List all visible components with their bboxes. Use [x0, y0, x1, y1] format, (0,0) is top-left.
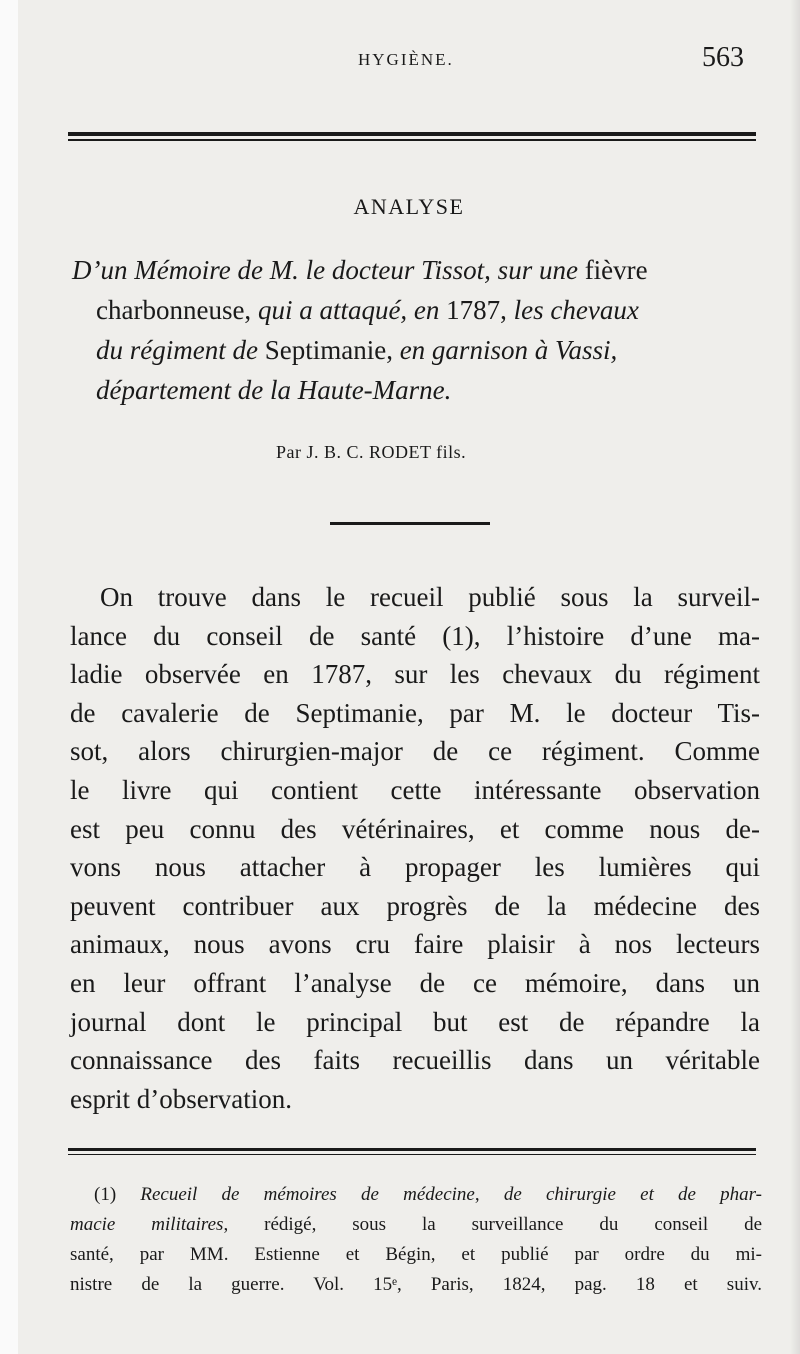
footnote-italic: de chirurgie et de phar-: [503, 1184, 763, 1205]
footnote-marker: (1): [94, 1184, 117, 1205]
footnote-line: [70, 1180, 762, 1210]
section-divider: [330, 522, 490, 525]
title-line: [72, 370, 772, 410]
title-roman: charbonneuse,: [96, 295, 258, 325]
body-line: animaux, nous avons cru faire plaisir à nos lecteurs: [70, 929, 760, 960]
running-title: HYGIÈNE.: [358, 50, 454, 69]
body-line: journal dont le principal but est de répandre la: [70, 1006, 760, 1037]
body-line: le livre qui contient cette intéressante observation: [70, 774, 760, 805]
title-roman: Septimanie,: [257, 335, 400, 365]
footnote-roman: ,: [474, 1184, 504, 1205]
title-italic: les chevaux: [513, 295, 639, 325]
body-line: peuvent contribuer aux progrès de la médecine des: [70, 890, 760, 921]
footnote-line: santé, par MM. Estienne et Bégin, et publié par ordre du mi-: [70, 1244, 762, 1265]
body-line: est peu connu des vétérinaires, et comme nous de-: [70, 813, 760, 844]
running-head: [18, 42, 800, 78]
body-line: On trouve dans le recueil publié sous la surveil-: [100, 582, 760, 612]
footnote: [70, 1180, 762, 1300]
body-line: esprit d’observation.: [70, 1083, 292, 1114]
footnote-double-rule: [68, 1148, 756, 1155]
title-line: [72, 330, 772, 370]
body-line: vons nous attacher à propager les lumières qui: [70, 852, 760, 883]
page-number: 563: [702, 42, 744, 73]
body-line: sot, alors chirurgien-major de ce régiment. Comme: [70, 736, 760, 767]
title-roman: fièvre: [577, 255, 648, 285]
body-paragraph: [70, 578, 760, 1118]
title-italic: du régiment de: [96, 335, 258, 365]
header-double-rule: [68, 132, 756, 141]
title-italic: département de la Haute-Marne.: [96, 375, 452, 405]
footnote-italic: Recueil de mémoires de médecine: [116, 1184, 475, 1205]
body-line: lance du conseil de santé (1), l’histoire d’une ma-: [70, 620, 760, 651]
title-italic: qui a attaqué, en: [257, 295, 440, 325]
title-line: [72, 250, 772, 290]
section-heading: ANALYSE: [353, 194, 465, 219]
title-italic: D’un Mémoire de M. le docteur Tissot, sur une: [72, 255, 578, 285]
body-line: connaissance des faits recueillis dans un véritable: [70, 1045, 760, 1076]
footnote-line: nistre de la guerre. Vol. 15ᵉ, Paris, 1824, pag. 18 et suiv.: [70, 1274, 762, 1295]
footnote-italic: macie militaires: [70, 1214, 224, 1235]
footnote-line: [70, 1210, 762, 1240]
title-italic: en garnison à Vassi,: [399, 335, 618, 365]
author-byline: Par J. B. C. RODET fils.: [276, 442, 467, 462]
title-line: [72, 290, 772, 330]
footnote-roman: , rédigé, sous la surveillance du conseil de: [223, 1214, 762, 1235]
body-line: de cavalerie de Septimanie, par M. le docteur Tis-: [70, 697, 760, 728]
body-line: en leur offrant l’analyse de ce mémoire, dans un: [70, 967, 760, 998]
article-title: [72, 250, 772, 410]
body-line: ladie observée en 1787, sur les chevaux du régiment: [70, 659, 760, 690]
title-roman: 1787,: [439, 295, 514, 325]
